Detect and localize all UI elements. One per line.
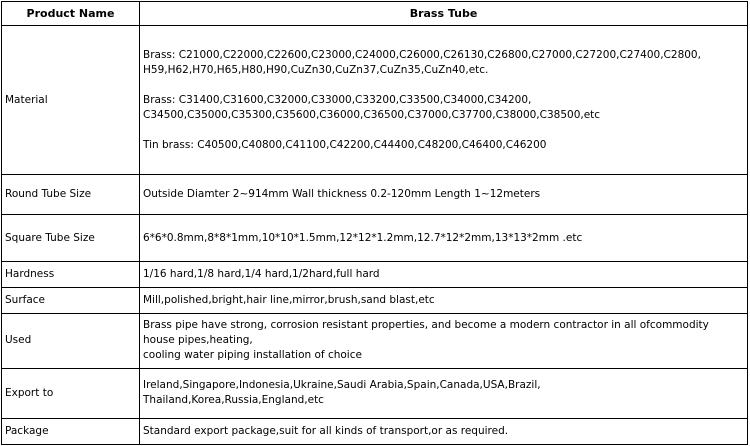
table-row-package xyxy=(2,418,748,444)
row-value-export-to: Ireland,Singapore,Indonesia,Ukraine,Saudi Arabia,Spain,Canada,USA,Brazil, Thailand,Korea,Russia,England,etc xyxy=(140,368,748,418)
table-row-material xyxy=(2,26,748,175)
table-row-used xyxy=(2,313,748,368)
row-label-hardness: Hardness xyxy=(2,261,140,287)
row-label-package: Package xyxy=(2,418,140,444)
row-label-used: Used xyxy=(2,313,140,368)
row-value-material xyxy=(140,26,748,175)
row-label-export-to: Export to xyxy=(2,368,140,418)
row-label-surface: Surface xyxy=(2,287,140,313)
table-header-row xyxy=(2,2,748,26)
row-value-hardness: 1/16 hard,1/8 hard,1/4 hard,1/2hard,full hard xyxy=(140,261,748,287)
row-value-round-tube-size: Outside Diamter 2~914mm Wall thickness 0.2-120mm Length 1~12meters xyxy=(140,175,748,215)
material-brass-grades-1: Brass: C21000,C22000,C22600,C23000,C24000,C26000,C26130,C26800,C27000,C27200,C27400,C2800, H59,H62,H70,H65,H80,H90,CuZn30,CuZn37,CuZn35,CuZn40,etc. xyxy=(143,48,701,76)
material-brass-grades-2: Brass: C31400,C31600,C32000,C33000,C33200,C33500,C34000,C34200, C34500,C35000,C35300,C35600,C36000,C36500,C37000,C37700,C38000,C38500,etc xyxy=(143,93,601,121)
header-brass-tube: Brass Tube xyxy=(140,2,748,26)
row-label-square-tube-size: Square Tube Size xyxy=(2,215,140,261)
row-value-used: Brass pipe have strong, corrosion resistant properties, and become a modern contractor in all ofcommodity house pipes,heating, cooling water piping installation of choice xyxy=(140,313,748,368)
table-row-surface xyxy=(2,287,748,313)
product-spec-table xyxy=(1,1,748,445)
table-row-square-tube-size xyxy=(2,215,748,261)
row-label-material: Material xyxy=(2,26,140,175)
row-value-package: Standard export package,suit for all kinds of transport,or as required. xyxy=(140,418,748,444)
row-value-surface: Mill,polished,bright,hair line,mirror,brush,sand blast,etc xyxy=(140,287,748,313)
header-product-name: Product Name xyxy=(2,2,140,26)
table-row-export-to xyxy=(2,368,748,418)
table-row-hardness xyxy=(2,261,748,287)
table-row-round-tube-size xyxy=(2,175,748,215)
row-label-round-tube-size: Round Tube Size xyxy=(2,175,140,215)
material-tin-brass-grades: Tin brass: C40500,C40800,C41100,C42200,C44400,C48200,C46400,C46200 xyxy=(143,138,547,151)
row-value-square-tube-size: 6*6*0.8mm,8*8*1mm,10*10*1.5mm,12*12*1.2mm,12.7*12*2mm,13*13*2mm .etc xyxy=(140,215,748,261)
